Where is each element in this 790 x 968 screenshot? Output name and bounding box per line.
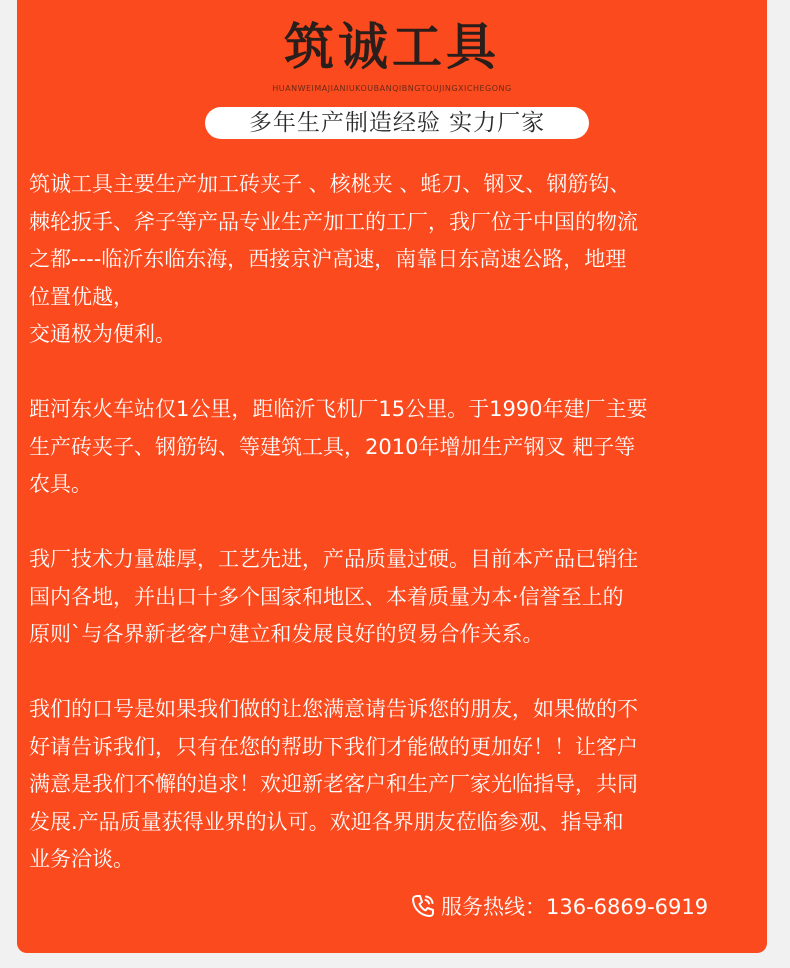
text-line: 棘轮扳手、斧子等产品专业生产加工的工厂，我厂位于中国的物流 [29, 209, 638, 234]
text-line: 农具。 [29, 472, 92, 496]
text-line: 筑诚工具主要生产加工砖夹子 、核桃夹 、蚝刀、钢叉、钢筋钩、 [29, 172, 631, 196]
text-line: 距河东火车站仅1公里，距临沂飞机厂15公里。于1990年建厂主要 [29, 397, 648, 421]
paragraph-history [29, 391, 759, 504]
text-line: 好请告诉我们，只有在您的帮助下我们才能做的更加好！！让客户 [29, 734, 638, 759]
paragraph-gap [29, 654, 759, 692]
company-description [29, 166, 759, 879]
paragraph-slogan [29, 691, 759, 879]
text-line: 生产砖夹子、钢筋钩、等建筑工具，2010年增加生产钢叉 耙子等 [29, 434, 636, 459]
text-line: 发展.产品质量获得业界的认可。欢迎各界朋友莅临参观、指导和 [29, 809, 624, 834]
brand-pinyin: HUANWEIMAJIANIUKOUBANQIBNGTOUJINGXICHEGONG [272, 84, 512, 93]
text-line: 我厂技术力量雄厚，工艺先进，产品质量过硬。目前本产品已销往 [29, 547, 638, 571]
paragraph-gap [29, 354, 759, 392]
paragraph-gap [29, 504, 759, 542]
slogan-badge: 多年生产制造经验 实力厂家 [205, 107, 589, 139]
brand-title: 筑诚工具 [284, 18, 500, 76]
text-line: 原则`与各界新老客户建立和发展良好的贸易合作关系。 [29, 622, 544, 646]
text-line: 业务洽谈。 [29, 847, 134, 871]
text-line: 我们的口号是如果我们做的让您满意请告诉您的朋友，如果做的不 [29, 697, 638, 721]
text-line: 满意是我们不懈的追求！欢迎新老客户和生产厂家光临指导，共同 [29, 772, 638, 796]
text-line: 之都----临沂东临东海，西接京沪高速，南靠日东高速公路，地理 [29, 247, 627, 271]
hotline-text: 服务热线：136-6869-6919 [441, 895, 709, 919]
service-hotline[interactable] [409, 887, 708, 925]
text-line: 国内各地，并出口十多个国家和地区、本着质量为本·信誉至上的 [29, 584, 624, 609]
paragraph-quality [29, 541, 759, 654]
text-line: 位置优越， [29, 284, 134, 309]
intro-card [17, 0, 767, 953]
text-line: 交通极为便利。 [29, 322, 176, 346]
phone-icon [409, 892, 437, 920]
paragraph-intro [29, 166, 759, 354]
